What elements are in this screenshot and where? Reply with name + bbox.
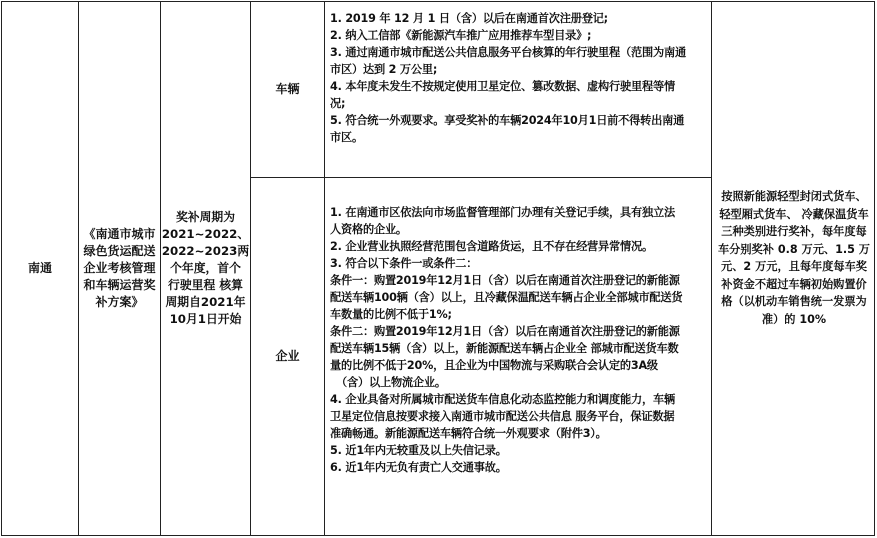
enterprise-requirement-line: 车数量的比例不低于1%; [330,308,452,321]
period-line: 周期自2021年 [165,295,246,309]
enterprise-requirement-line: 条件一：购置2019年12月1日（含）以后在南通首次注册登记的新能源 [330,274,680,287]
reward-line: 补资金不超过车辆初始购置价 [721,277,867,291]
vehicle-requirements [330,10,708,146]
policy-name-cell [79,2,160,535]
period-line: 2021~2022、 [161,227,250,241]
column-divider [324,2,325,535]
vehicle-requirement-line: 3. 通过南通市城市配送公共信息服务平台核算的年行驶里程（范围为南通 [330,46,686,59]
period-line: 行驶里程 核算 [168,278,243,292]
policy-line: 补方案》 [95,295,144,309]
enterprise-requirement-line: 量的比例不低于20%，且企业为中国物流与采购联合会认定的3A级 [330,359,658,372]
enterprise-requirement-line: 2. 企业营业执照经营范围包含道路货运，且不存在经营异常情况。 [330,240,653,253]
enterprise-requirement-line: 条件二：购置2019年12月1日（含）以后在南通首次注册登记的新能源 [330,325,680,338]
policy-line: 和车辆运营奖 [83,278,156,292]
column-divider [711,2,712,535]
enterprise-requirement-line: 人资格的企业。 [330,223,407,236]
vehicle-requirement-line: 4. 本年度未发生不按规定使用卫星定位、篡改数据、虚构行驶里程等情 [330,80,675,93]
period-line: 奖补周期为 [176,210,235,224]
region-cell [2,2,78,535]
vehicle-requirement-line: 1. 2019 年 12 月 1 日（含）以后在南通首次注册登记; [330,12,608,25]
policy-line: 《南通市城市 [83,227,156,241]
reward-line: 按照新能源轻型封闭式货车、 [721,190,867,203]
policy-line: 企业考核管理 [83,261,156,275]
vehicle-label-cell [251,2,324,177]
vehicle-requirement-line: 5. 符合统一外观要求。享受奖补的车辆2024年10月1日前不得转出南通 [330,114,685,127]
reward-line: 元、2 万元，且每年度每车奖 [721,260,867,273]
enterprise-requirement-line: 3. 符合以下条件一或条件二： [330,257,478,270]
enterprise-requirement-line: 5. 近1年内无较重及以上失信记录。 [330,444,507,457]
enterprise-requirement-line: 配送车辆15辆（含）以上，新能源配送车辆占企业全 部城市配送货车数 [330,342,679,355]
reward-line: 车分别奖补 0.8 万元、1.5 万 [717,242,870,256]
enterprise-label-cell [251,178,324,535]
period-line: 10月1日开始 [169,312,242,326]
vehicle-label: 车辆 [275,82,300,96]
reward-line: 格（以机动车销售统一发票为 [721,295,867,308]
enterprise-label: 企业 [275,349,300,363]
vehicle-requirement-line: 2. 纳入工信部《新能源汽车推广应用推荐车型目录》; [330,29,592,42]
reward-line: 轻型厢式货车、 冷藏保温货车 [719,207,869,221]
enterprise-requirement-line: 卫星定位信息按要求接入南通市城市配送公共信息 服务平台，保证数据 [330,410,675,423]
enterprise-requirement-line: （含）以上物流企业。 [336,376,446,389]
reward-standard [713,188,875,328]
policy-table [1,1,875,536]
enterprise-requirement-line: 4. 企业具备对所属城市配送货车信息化动态监控能力和调度能力，车辆 [330,393,675,406]
period-line: 个年度，首个 [170,261,241,275]
reward-line: 准）的 10% [761,312,827,326]
reward-line: 三种类别进行奖补，每年度每 [721,225,867,238]
region-label: 南通 [27,261,52,275]
enterprise-requirement-line: 配送车辆100辆（含）以上，且冷藏保温配送车辆占企业全部城市配送货 [330,291,683,304]
period-line: 2022~2023两 [161,244,250,258]
vehicle-requirement-line: 市区。 [330,131,363,144]
policy-line: 绿色货运配送 [83,244,156,258]
enterprise-requirement-line: 6. 近1年内无负有责亡人交通事故。 [330,461,507,474]
subsidy-period-cell [161,2,250,535]
vehicle-requirement-line: 况; [330,97,346,110]
vehicle-requirement-line: 市区）达到 2 万公里; [330,63,438,76]
enterprise-requirement-line: 准确畅通。新能源配送车辆符合统一外观要求（附件3）。 [330,427,607,440]
enterprise-requirements [330,204,708,476]
enterprise-requirement-line: 1. 在南通市区依法向市场监督管理部门办理有关登记手续，具有独立法 [330,206,675,219]
